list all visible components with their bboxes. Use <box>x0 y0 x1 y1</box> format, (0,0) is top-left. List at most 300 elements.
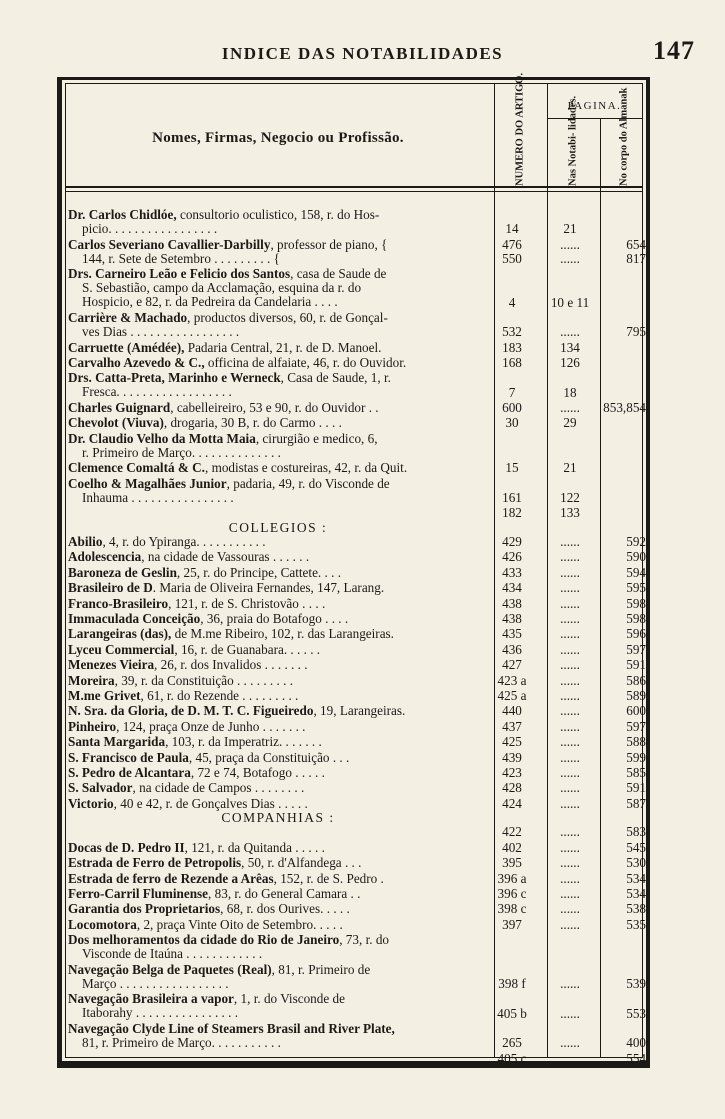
entry-line: picio. . . . . . . . . . . . . . . . . <box>82 222 218 236</box>
article-number: 476 550 <box>502 236 522 266</box>
page-corpo: 597 <box>626 718 646 734</box>
page-notabilidades: ...... <box>560 324 580 340</box>
page-notabilidades: ...... <box>560 703 580 719</box>
article-number: 405 b <box>497 1005 527 1021</box>
entry-line <box>68 825 480 839</box>
index-entry <box>68 416 650 430</box>
index-entry <box>68 627 650 641</box>
page-notabilidades: 18 <box>563 384 577 400</box>
index-entry <box>68 963 650 991</box>
entry-line <box>68 902 480 916</box>
entry-line: 81, r. Primeiro de Março. . . . . . . . . . . <box>82 1036 281 1050</box>
page-notabilidades: ...... <box>560 549 580 565</box>
entry-name: Immaculada Conceição <box>68 612 201 626</box>
entry-line <box>68 766 480 780</box>
entry-line <box>68 506 480 520</box>
entry-name: Ferro-Carril Fluminense <box>68 887 209 901</box>
entry-line <box>68 781 480 795</box>
entry-detail: , 121, r. de S. Christovão . . . . <box>168 596 326 611</box>
page-corpo: 853,854 <box>603 400 646 415</box>
entry-line <box>68 371 480 385</box>
entry-line <box>68 933 480 947</box>
entry-detail: , 2, praça Vinte Oito de Setembro. . . . . <box>136 917 343 932</box>
entry-name: Clemence Comaltá & C. <box>68 461 205 476</box>
entry-line: 144, r. Sete de Setembro . . . . . . . . . { <box>82 251 280 266</box>
header-separator <box>66 186 642 188</box>
index-entry <box>68 781 650 795</box>
page-notabilidades: ...... <box>560 580 580 596</box>
entry-detail: , modistas e costureiras, 42, r. da Quit. <box>204 461 408 476</box>
page-corpo: 586 <box>626 672 646 688</box>
article-number: 265 <box>502 1035 522 1051</box>
entry-text <box>68 825 480 839</box>
page-notabilidades: ...... <box>560 824 580 840</box>
page-corpo: 553 <box>626 1005 646 1021</box>
index-entry <box>68 566 650 580</box>
index-entry <box>68 933 650 961</box>
entry-detail: , drogaria, 30 B, r. do Carmo . . . . <box>163 416 342 431</box>
page-notabilidades: ...... <box>560 1035 580 1051</box>
page-notabilidades: 134 <box>560 339 580 355</box>
entry-line <box>68 341 480 355</box>
article-number: 15 <box>505 460 519 476</box>
entry-name: Brasileiro de D <box>68 581 153 596</box>
index-entry <box>68 461 650 475</box>
column-header-names: Nomes, Firmas, Negocio ou Profissão. <box>152 130 404 146</box>
entry-text <box>68 643 480 657</box>
index-entry <box>68 311 650 339</box>
page-notabilidades: ...... <box>560 886 580 901</box>
index-entry <box>68 535 650 549</box>
entry-line <box>68 416 480 430</box>
index-entry <box>68 643 650 657</box>
entry-name: Navegação Belga de Paquetes (Real) <box>68 962 272 977</box>
entry-name: Santa Margarida <box>68 735 166 750</box>
entry-name: Drs. Carneiro Leão e Felicio dos Santos <box>68 267 291 282</box>
page-notabilidades: 29 <box>563 415 577 431</box>
entry-name: Carruette (Amédée), <box>68 340 185 355</box>
entry-name: Coelho & Magalhães Junior <box>68 476 227 491</box>
entry-text <box>68 566 480 580</box>
entry-name: S. Pedro de Alcantara <box>68 766 191 780</box>
article-number: 14 <box>505 221 519 237</box>
index-entry <box>68 704 650 718</box>
page-corpo: 588 <box>626 734 646 750</box>
entry-text <box>68 887 480 901</box>
article-number: 532 <box>502 324 522 340</box>
page-notabilidades: ...... ...... <box>560 236 580 266</box>
article-number: 422 <box>502 824 522 840</box>
article-number: 433 <box>502 564 522 580</box>
entry-detail: , 4, r. do Ypiranga. . . . . . . . . . . <box>102 535 266 549</box>
index-entry <box>68 720 650 734</box>
entry-line: Visconde de Itaúna . . . . . . . . . . . . <box>82 947 263 962</box>
entry-text <box>68 311 480 339</box>
entry-detail: , cabelleireiro, 53 e 90, r. do Ouvidor . . <box>170 401 379 415</box>
entry-text <box>68 612 480 626</box>
page-notabilidades: ...... <box>560 765 580 780</box>
article-number: 438 <box>502 595 522 611</box>
page-corpo: 596 <box>626 626 646 642</box>
entry-line <box>68 918 480 932</box>
entry-name: Adolescencia <box>68 550 142 565</box>
page-corpo: 534 <box>626 886 646 901</box>
page-notabilidades: ...... <box>560 780 580 796</box>
entry-detail: . Maria de Oliveira Fernandes, 147, Larang. <box>152 581 385 596</box>
article-number: 423 a <box>497 672 527 688</box>
article-number: 395 <box>502 855 522 871</box>
entry-detail: , 103, r. da Imperatriz. . . . . . . <box>165 735 322 750</box>
entry-name: Larangeiras (das), <box>68 627 172 642</box>
entry-line <box>68 401 480 415</box>
column-header-artigo: NUMERO DO ARTIGO. <box>514 72 526 186</box>
article-number: 168 <box>502 355 522 370</box>
entry-text <box>68 627 480 641</box>
page-notabilidades: 126 <box>560 355 580 370</box>
page-corpo: 597 <box>626 641 646 657</box>
entry-line <box>68 267 480 281</box>
entry-name: Navegação Brasileira a vapor <box>68 992 234 1007</box>
entry-name: Dos melhoramentos da cidade do Rio de Janeiro <box>68 933 340 948</box>
index-entry <box>68 658 650 672</box>
index-entry <box>68 341 650 355</box>
article-number: 428 <box>502 780 522 796</box>
article-number: 425 <box>502 734 522 750</box>
entry-text <box>68 658 480 672</box>
article-number: 398 c <box>497 901 527 917</box>
entry-name: Moreira <box>68 673 115 688</box>
page-corpo: 598 <box>626 595 646 611</box>
entry-text <box>68 751 480 765</box>
page-corpo: 600 <box>626 703 646 719</box>
article-number: 183 <box>502 339 522 355</box>
article-number: 424 <box>502 795 522 811</box>
entry-line: Inhauma . . . . . . . . . . . . . . . . <box>82 490 234 505</box>
page-number: 147 <box>653 36 695 65</box>
page-notabilidades: 21 <box>563 221 577 237</box>
entry-name: N. Sra. da Gloria, de D. M. T. C. Figueiredo <box>68 704 314 719</box>
page-corpo: 594 <box>626 564 646 580</box>
entry-name: M.me Grivet <box>68 689 141 703</box>
entry-line <box>68 689 480 703</box>
index-entry <box>68 735 650 749</box>
entry-text <box>68 720 480 734</box>
page-notabilidades: ...... <box>560 855 580 871</box>
index-entry <box>68 371 650 399</box>
entry-detail: , 121, r. da Quitanda . . . . . <box>184 840 325 855</box>
article-number: 182 <box>502 505 522 521</box>
entry-name: Chevolot (Viuva) <box>68 416 164 431</box>
entry-name: Navegação Clyde Line of Steamers Brasil and River Plate, <box>68 1022 395 1036</box>
article-number: 426 <box>502 549 522 565</box>
entry-detail: , cirurgião e medico, 6, <box>255 431 378 446</box>
page-corpo: 554 <box>626 1050 646 1066</box>
page-corpo: 400 <box>626 1035 646 1051</box>
index-entry <box>68 208 650 236</box>
page-notabilidades: ...... <box>560 564 580 580</box>
entry-detail: de M.me Ribeiro, 102, r. das Larangeiras. <box>171 627 394 642</box>
entry-line <box>68 627 480 641</box>
entry-name: Dr. Claudio Velho da Motta Maia <box>68 431 256 446</box>
entry-detail: , 26, r. dos Invalidos . . . . . . . <box>154 658 308 673</box>
index-entry <box>68 477 650 505</box>
entry-line <box>68 751 480 765</box>
entry-text <box>68 856 480 870</box>
entry-name: Victorio <box>68 796 114 811</box>
index-entry <box>68 581 650 595</box>
index-entry <box>68 887 650 901</box>
entry-detail: , 124, praça Onze de Junho . . . . . . . <box>116 719 306 734</box>
page-notabilidades: ...... <box>560 611 580 626</box>
entry-detail: Padaria Central, 21, r. de D. Manoel. <box>184 340 382 355</box>
page-notabilidades: ...... <box>560 718 580 734</box>
entry-text <box>68 341 480 355</box>
entry-text <box>68 704 480 718</box>
entry-text <box>68 461 480 475</box>
article-number: 427 <box>502 657 522 673</box>
page-notabilidades: 122 <box>560 489 580 505</box>
entry-name: Lyceu Commercial <box>68 642 175 657</box>
entry-text <box>68 766 480 780</box>
entry-text <box>68 1022 480 1050</box>
index-entry <box>68 856 650 870</box>
page-notabilidades: ...... <box>560 870 580 886</box>
entry-detail: , 1, r. do Visconde de <box>233 992 345 1007</box>
article-number: 423 <box>502 765 522 780</box>
entry-name: Dr. Carlos Chidlóe, <box>68 208 177 222</box>
index-entry <box>68 432 650 460</box>
entry-line: Fresca. . . . . . . . . . . . . . . . . . <box>82 385 232 400</box>
entry-detail: , 45, praça da Constituição . . . <box>188 750 350 765</box>
entry-line <box>68 674 480 688</box>
column-header-notabilidades: Nas Notabi- lidades. <box>567 95 579 186</box>
entry-detail: , productos diversos, 60, r. de Gonçal- <box>187 311 388 325</box>
entry-line <box>68 1022 480 1036</box>
entry-line: Março . . . . . . . . . . . . . . . . . <box>82 976 229 991</box>
entry-line <box>68 612 480 626</box>
article-number: 429 <box>502 534 522 549</box>
article-number: 438 <box>502 611 522 626</box>
entry-text <box>68 797 480 811</box>
entry-text <box>68 267 480 309</box>
entry-line <box>68 658 480 672</box>
entry-name: Docas de D. Pedro II <box>68 840 185 855</box>
entry-name: Estrada de ferro de Rezende a Arêas <box>68 871 274 886</box>
page-corpo: 595 <box>626 580 646 596</box>
entry-line <box>68 581 480 595</box>
entry-name: Menezes Vieira <box>68 658 155 673</box>
entry-text <box>68 581 480 595</box>
entry-detail: officina de alfaiate, 46, r. do Ouvidor. <box>204 356 407 370</box>
entry-detail: , 50, r. d'Alfandega . . . <box>241 856 362 871</box>
entry-detail: , 72 e 74, Botafogo . . . . . <box>190 766 325 780</box>
entry-detail: , 81, r. Primeiro de <box>271 962 371 977</box>
page-notabilidades: 21 <box>563 460 577 476</box>
entry-detail: , Casa de Saude, 1, r. <box>280 371 391 386</box>
entry-name: Carlos Severiano Cavallier-Darbilly <box>68 237 271 252</box>
index-entry <box>68 797 650 811</box>
entry-line <box>68 238 480 252</box>
entry-text <box>68 401 480 415</box>
page-notabilidades: ...... <box>560 534 580 549</box>
page-corpo: 545 <box>626 839 646 855</box>
page-notabilidades: ...... <box>560 795 580 811</box>
page-corpo: 587 <box>626 795 646 811</box>
page-notabilidades: ...... <box>560 626 580 642</box>
page-notabilidades: ...... <box>560 975 580 991</box>
entry-line <box>68 550 480 564</box>
index-entry <box>68 356 650 370</box>
page-corpo: 583 <box>626 824 646 840</box>
entry-text <box>68 781 480 795</box>
index-entry <box>68 751 650 765</box>
entry-name: Drs. Catta-Preta, Marinho e Werneck <box>68 371 281 386</box>
entry-detail: , 83, r. do General Camara . . <box>208 887 361 901</box>
page-notabilidades: ...... <box>560 672 580 688</box>
page-corpo: 591 <box>626 780 646 796</box>
page-notabilidades: 133 <box>560 505 580 521</box>
article-number: 161 <box>502 489 522 505</box>
entry-line <box>68 887 480 901</box>
index-entry <box>68 825 650 839</box>
entry-line <box>68 461 480 475</box>
entry-text <box>68 356 480 370</box>
page-corpo: 534 <box>626 870 646 886</box>
index-entry <box>68 401 650 415</box>
entry-name: S. Salvador <box>68 781 133 796</box>
entry-text <box>68 550 480 564</box>
entry-text <box>68 992 480 1020</box>
entry-line <box>68 566 480 580</box>
article-number: 435 <box>502 626 522 642</box>
article-number: 425 a <box>497 688 527 703</box>
entry-detail: , 39, r. da Constituição . . . . . . . . . <box>114 673 294 688</box>
index-entry <box>68 992 650 1020</box>
index-entry <box>68 550 650 564</box>
entry-text <box>68 208 480 236</box>
article-number: 437 <box>502 718 522 734</box>
page-corpo: 539 <box>626 975 646 991</box>
entry-line <box>68 311 480 325</box>
entry-text <box>68 535 480 549</box>
entry-text <box>68 872 480 886</box>
entry-line <box>68 477 480 491</box>
entry-line <box>68 535 480 549</box>
entry-text <box>68 597 480 611</box>
entry-line <box>68 735 480 749</box>
article-number: 439 <box>502 749 522 765</box>
index-entry <box>68 238 650 266</box>
entry-detail: , 40 e 42, r. de Gonçalves Dias . . . . . <box>113 796 308 811</box>
page-corpo: 654 817 <box>626 236 646 266</box>
article-number: 7 <box>508 384 516 400</box>
entry-detail: , casa de Saude de <box>290 267 387 282</box>
entry-line: ves Dias . . . . . . . . . . . . . . . . . <box>82 325 240 339</box>
entry-detail: , na cidade de Vassouras . . . . . . <box>141 550 310 565</box>
page-notabilidades: ...... <box>560 400 580 415</box>
entry-name: Locomotora <box>68 917 137 932</box>
article-number: 30 <box>505 415 519 431</box>
entry-text <box>68 963 480 991</box>
entry-text <box>68 902 480 916</box>
page-corpo: 530 <box>626 855 646 871</box>
entry-line: Itaborahy . . . . . . . . . . . . . . . . <box>82 1006 239 1021</box>
entry-text <box>68 477 480 505</box>
entry-line <box>68 704 480 718</box>
index-entry <box>68 597 650 611</box>
entry-text <box>68 689 480 703</box>
entry-line <box>68 432 480 446</box>
page-notabilidades: ...... <box>560 1050 580 1066</box>
entry-line: Hospicio, e 82, r. da Pedreira da Candelaria . . . . <box>82 295 338 310</box>
entry-detail: , 61, r. do Rezende . . . . . . . . . <box>140 689 299 703</box>
page-corpo: 598 <box>626 611 646 626</box>
index-entry <box>68 689 650 703</box>
entry-name: Abilio <box>68 535 103 549</box>
entry-name: Carrière & Machado <box>68 311 188 325</box>
entry-line <box>68 856 480 870</box>
index-entry <box>68 841 650 855</box>
entry-line <box>68 963 480 977</box>
header-separator-thin <box>66 191 642 192</box>
entry-line <box>68 643 480 657</box>
page-corpo: 589 <box>626 688 646 703</box>
article-number: 396 a <box>497 870 527 886</box>
entry-detail: , 73, r. do <box>339 933 390 948</box>
article-number: 440 <box>502 703 522 719</box>
entry-text <box>68 841 480 855</box>
entry-text <box>68 918 480 932</box>
entry-text <box>68 416 480 430</box>
entry-name: Pinheiro <box>68 719 117 734</box>
page-notabilidades: ...... <box>560 641 580 657</box>
entry-detail: , 25, r. do Principe, Cattete. . . . <box>176 565 342 580</box>
page-corpo: 585 <box>626 765 646 780</box>
entry-line <box>68 597 480 611</box>
entry-line <box>68 356 480 370</box>
article-number: 600 <box>502 400 522 415</box>
entry-detail: , 36, praia do Botafogo . . . . <box>200 612 349 626</box>
entry-line <box>68 797 480 811</box>
entry-name: S. Francisco de Paula <box>68 750 189 765</box>
page-notabilidades: ...... <box>560 749 580 765</box>
entry-name: Baroneza de Geslin <box>68 565 177 580</box>
page-notabilidades: ...... <box>560 916 580 932</box>
page-corpo: 591 <box>626 657 646 673</box>
entry-text <box>68 238 480 266</box>
page-title: INDICE DAS NOTABILIDADES <box>221 44 504 63</box>
entry-name: Charles Guignard <box>68 401 171 415</box>
entry-detail: , 152, r. de S. Pedro . <box>273 871 384 886</box>
entry-name: Franco-Brasileiro <box>68 596 169 611</box>
page-corpo: 590 <box>626 549 646 565</box>
entry-line: r. Primeiro de Março. . . . . . . . . . . . . . <box>82 445 281 460</box>
entry-line <box>68 720 480 734</box>
page-notabilidades: ...... <box>560 1005 580 1021</box>
entry-text <box>68 1052 480 1066</box>
entry-line <box>68 1052 480 1066</box>
page-corpo: 592 <box>626 534 646 549</box>
page-notabilidades: ...... <box>560 595 580 611</box>
index-entry <box>68 766 650 780</box>
entry-detail: , 68, r. dos Ourives. . . . . <box>220 902 350 917</box>
index-entry <box>68 612 650 626</box>
entry-line <box>68 208 480 222</box>
page-corpo: 538 <box>626 901 646 917</box>
entry-detail: , professor de piano, { <box>270 237 388 252</box>
page-notabilidades: ...... <box>560 688 580 703</box>
entry-detail: , 16, r. de Guanabara. . . . . . <box>174 642 321 657</box>
